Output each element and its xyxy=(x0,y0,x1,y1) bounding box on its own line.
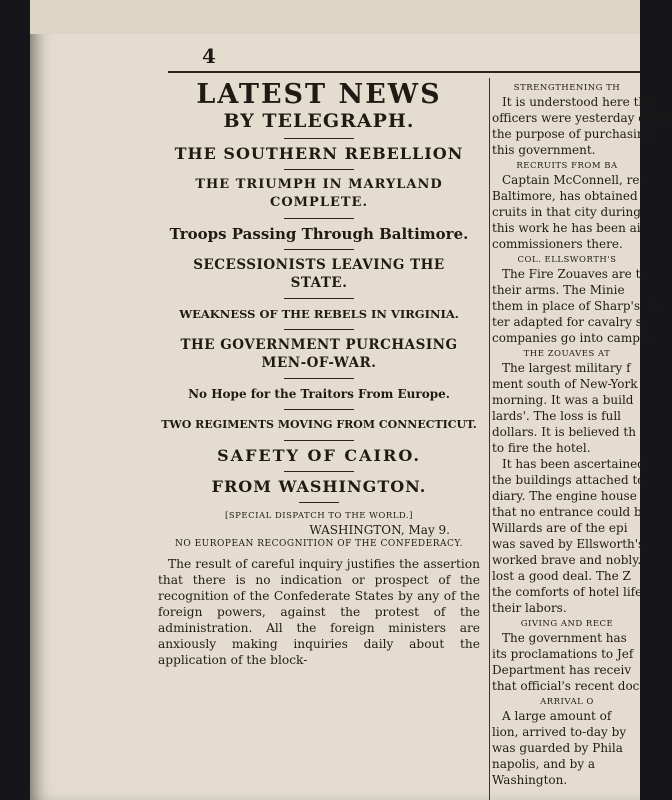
column-text-line: commissioners there. xyxy=(492,237,623,251)
column-text-line: this government. xyxy=(492,143,596,157)
headline: THE GOVERNMENT PURCHASING MEN-OF-WAR. xyxy=(180,337,458,371)
column-text-line: The largest military f xyxy=(502,361,631,375)
page-number: 4 xyxy=(202,44,216,68)
separator xyxy=(284,329,354,330)
column-text-line: Washington. xyxy=(492,773,568,787)
column-text-line: the comforts of hotel life xyxy=(492,585,643,599)
separator xyxy=(284,249,354,250)
separator xyxy=(284,169,354,170)
column-text-line: It has been ascertained xyxy=(502,457,645,471)
column-text-line: that official's recent doc xyxy=(492,679,640,693)
headline: Troops Passing Through Baltimore. xyxy=(169,225,469,243)
headline: SAFETY OF CAIRO. xyxy=(217,446,421,465)
masthead-subtitle: BY TELEGRAPH. xyxy=(223,110,415,132)
dispatch-line: [SPECIAL DISPATCH TO THE WORLD.] xyxy=(225,511,413,521)
headline: SECESSIONISTS LEAVING THE STATE. xyxy=(193,257,445,291)
separator xyxy=(299,502,339,503)
article-body: The result of careful inquiry justifies the assertion that there is no indication or prospect of the recognition of the Confederate States by any of the foreign powers, against the protest of the administration. All the foreign ministers are anxiously making inquiries daily about the application of the block- xyxy=(158,557,480,667)
column-text-line: Department has receiv xyxy=(492,663,632,677)
headline: WEAKNESS OF THE REBELS IN VIRGINIA. xyxy=(179,307,459,321)
separator xyxy=(284,440,354,441)
headline: FROM WASHINGTON. xyxy=(211,477,427,496)
column-subhead: COL. ELLSWORTH'S xyxy=(517,255,617,265)
column-text-line: morning. It was a build xyxy=(492,393,634,407)
top-rule xyxy=(168,71,640,73)
dateline: WASHINGTON, May 9. xyxy=(309,523,450,537)
column-text-line: The government has xyxy=(502,631,627,645)
separator xyxy=(284,409,354,410)
column-subhead: ARRIVAL O xyxy=(540,697,594,707)
headline: TWO REGIMENTS MOVING FROM CONNECTICUT. xyxy=(161,418,477,431)
column-rule xyxy=(489,78,490,800)
column-subhead: RECRUITS FROM BA xyxy=(516,161,618,171)
column-text-line: its proclamations to Jef xyxy=(492,647,634,661)
newspaper-page xyxy=(30,0,672,800)
column-text-line: A large amount of xyxy=(502,709,612,723)
separator xyxy=(284,378,354,379)
column-text-line: companies go into camp to xyxy=(492,331,656,345)
column-text-line: lards'. The loss is full xyxy=(492,409,621,423)
separator xyxy=(284,298,354,299)
column-subhead: GIVING AND RECE xyxy=(520,619,614,629)
column-text-line: Captain McConnell, rec xyxy=(502,173,647,187)
column-text-line: was saved by Ellsworth's xyxy=(492,537,645,551)
column-text-line: ter adapted for cavalry se xyxy=(492,315,650,329)
headline: THE TRIUMPH IN MARYLAND COMPLETE. xyxy=(195,177,443,210)
column-text-line: officers were yesterday order xyxy=(492,111,672,125)
column-text-line: lost a good deal. The Z xyxy=(492,569,631,583)
column-text-line: Willards are of the epi xyxy=(492,521,628,535)
page-top-margin xyxy=(30,0,640,34)
column-text-line: was guarded by Phila xyxy=(492,741,623,755)
column-text-line: to fire the hotel. xyxy=(492,441,591,455)
column-text-line: them in place of Sharp's, th xyxy=(492,299,661,313)
headline: No Hope for the Traitors From Europe. xyxy=(188,387,450,401)
column-subhead: THE ZOUAVES AT xyxy=(523,349,611,359)
column-text-line: this work he has been ai xyxy=(492,221,641,235)
masthead: LATEST NEWS xyxy=(196,79,442,110)
column-text-line: the buildings attached to xyxy=(492,473,645,487)
column-text-line: Baltimore, has obtained xyxy=(492,189,638,203)
column-text-line: worked brave and nobly. xyxy=(492,553,642,567)
column-text-line: ment south of New-York xyxy=(492,377,638,391)
column-text-line: diary. The engine house xyxy=(492,489,637,503)
article-subhead: NO EUROPEAN RECOGNITION OF THE CONFEDERACY. xyxy=(175,539,463,549)
column-washington-items xyxy=(492,80,672,788)
separator xyxy=(284,471,354,472)
column-latest-news xyxy=(158,80,480,668)
column-text-line: that no entrance could b xyxy=(492,505,642,519)
column-text-line: their labors. xyxy=(492,601,567,615)
column-text-line: cruits in that city during xyxy=(492,205,641,219)
column-text-line: It is understood here that xyxy=(502,95,659,109)
column-text-line: napolis, and by a xyxy=(492,757,596,771)
column-text-line: their arms. The Minie xyxy=(492,283,625,297)
separator xyxy=(284,218,354,219)
column-text-line: the purpose of purchasing xyxy=(492,127,653,141)
column-text-line: lion, arrived to-day by xyxy=(492,725,627,739)
column-text-line: The Fire Zouaves are to xyxy=(502,267,648,281)
column-text-line: dollars. It is believed th xyxy=(492,425,636,439)
separator xyxy=(284,138,354,139)
headline: THE SOUTHERN REBELLION xyxy=(174,144,464,163)
column-subhead: STRENGTHENING TH xyxy=(513,83,621,93)
